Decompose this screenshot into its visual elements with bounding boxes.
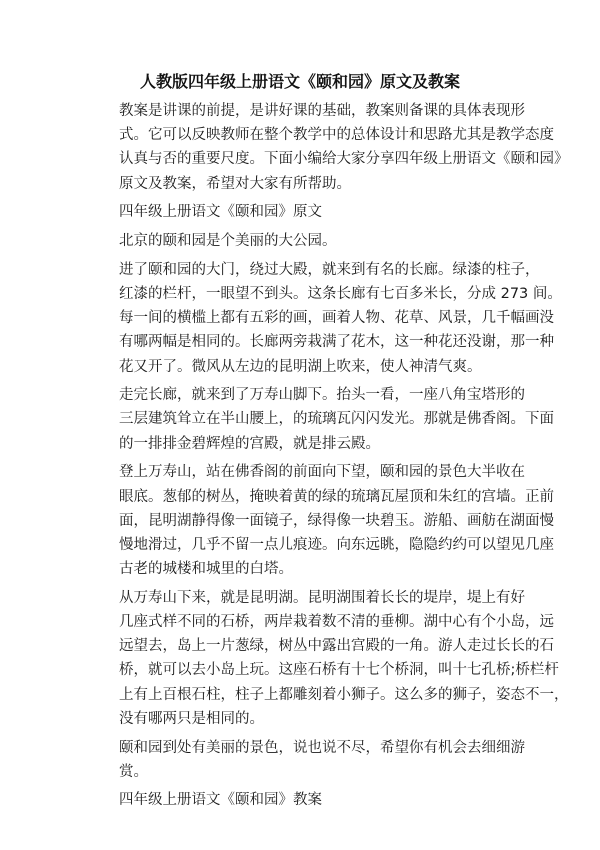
paragraph [90, 460, 554, 581]
text-line: 走完长廊，就来到了万寿山脚下。抬头一看，一座八角宝塔形的 [119, 387, 525, 404]
paragraph [90, 736, 525, 784]
paragraph [90, 383, 554, 456]
text-line: 四年级上册语文《颐和园》教案 [119, 792, 322, 809]
text-line: 古老的城楼和城里的白塔。 [119, 561, 293, 578]
text-line: 慢地滑过，几乎不留一点儿痕迹。向东远眺，隐隐约约可以望见几座 [119, 536, 554, 553]
text-line: 几座式样不同的石桥，两岸栽着数不清的垂柳。湖中心有个小岛，远 [119, 614, 554, 631]
text-line: 四年级上册语文《颐和园》原文 [119, 204, 322, 221]
text-line: 三层建筑耸立在半山腰上，的琉璃瓦闪闪发光。那就是佛香阁。下面 [119, 411, 554, 428]
text-line: 从万寿山下来，就是昆明湖。昆明湖围着长长的堤岸，堤上有好 [119, 589, 525, 606]
text-line: 远望去，岛上一片葱绿，树丛中露出宫殿的一角。游人走过长长的石 [119, 638, 554, 655]
paragraph [90, 229, 520, 253]
document-body [90, 99, 569, 817]
text-line: 红漆的栏杆，一眼望不到头。这条长廊有七百多米长，分成 273 间。 [119, 285, 562, 302]
text-line: 式。它可以反映教师在整个教学中的总体设计和思路尤其是教学态度 [119, 127, 554, 144]
section-heading [90, 788, 520, 812]
section-heading [90, 200, 520, 224]
text-line: 面，昆明湖静得像一面镜子，绿得像一块碧玉。游船、画舫在湖面慢 [119, 512, 554, 529]
text-line: 上有上百根石柱，柱子上都雕刻着小狮子。这么多的狮子，姿态不一， [119, 686, 569, 703]
text-line: 的一排排金碧辉煌的宫殿，就是排云殿。 [119, 435, 380, 452]
paragraph [90, 586, 569, 731]
text-line: 没有哪两只是相同的。 [119, 710, 264, 727]
text-line: 教案是讲课的前提，是讲好课的基础，教案则备课的具体表现形 [119, 103, 525, 119]
text-line: 进了颐和园的大门，绕过大殿，就来到有名的长廊。绿漆的柱子， [119, 261, 540, 278]
text-line: 赏。 [119, 763, 148, 780]
document-title: 人教版四年级上册语文《颐和园》原文及教案 [139, 72, 460, 91]
text-line: 眼底。葱郁的树丛，掩映着黄的绿的琉璃瓦屋顶和朱红的宫墙。正前 [119, 488, 554, 505]
text-line: 桥，就可以去小岛上玩。这座石桥有十七个桥洞，叫十七孔桥;桥栏杆 [119, 662, 559, 679]
text-line: 登上万寿山，站在佛香阁的前面向下望，颐和园的景色大半收在 [119, 464, 525, 481]
text-line: 花又开了。微风从左边的昆明湖上吹来，使人神清气爽。 [119, 358, 482, 375]
text-line: 每一间的横槛上都有五彩的画，画着人物、花草、风景，几千幅画没 [119, 310, 554, 327]
paragraph [90, 99, 569, 196]
text-line: 颐和园到处有美丽的景色，说也说不尽，希望你有机会去细细游 [119, 739, 525, 756]
text-line: 认真与否的重要尺度。下面小编给大家分享四年级上册语文《颐和园》 [119, 151, 569, 168]
paragraph [90, 258, 562, 379]
text-line: 原文及教案，希望对大家有所帮助。 [119, 175, 351, 192]
text-line: 北京的颐和园是个美丽的大公园。 [119, 233, 337, 250]
text-line: 有哪两幅是相同的。长廊两旁栽满了花木，这一种花还没谢，那一种 [119, 334, 554, 351]
